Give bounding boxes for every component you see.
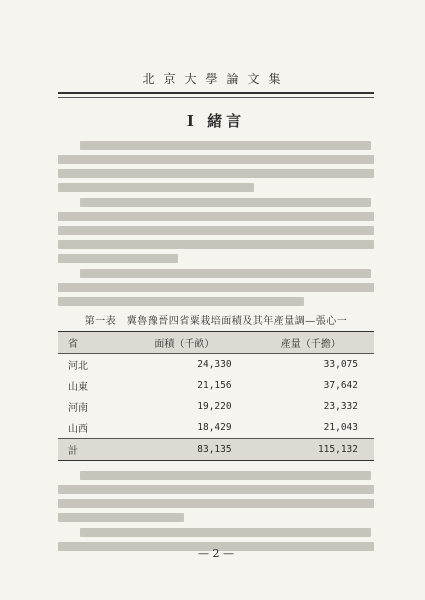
cell-total-area: 83,135 [121, 439, 247, 461]
table-row [58, 396, 374, 417]
cell-area: 18,429 [197, 422, 232, 433]
cell-output: 23,332 [323, 401, 358, 412]
cell-output: 37,642 [323, 380, 358, 391]
table-row [58, 354, 374, 376]
table-row [58, 375, 374, 396]
series-header: 北京大學論文集 [142, 72, 290, 86]
table-header-row [58, 332, 374, 354]
col-header-output: 產量（千擔） [248, 332, 374, 354]
cell-province: 山東 [68, 382, 88, 393]
col-header-area: 面積（千畝） [121, 332, 247, 354]
body-text-placeholder-3 [58, 269, 374, 306]
cell-province: 河北 [68, 361, 88, 372]
cell-total-output: 115,132 [248, 439, 374, 461]
table-caption: 第一表 冀魯豫晉四省粟栽培面積及其年產量調—張心一 [84, 316, 348, 327]
cell-province: 山西 [68, 424, 88, 435]
page [58, 70, 374, 560]
header-rule-thick [58, 92, 374, 94]
data-table [58, 331, 374, 461]
cell-output: 33,075 [323, 359, 358, 370]
cell-area: 21,156 [197, 380, 232, 391]
chapter-title: I 緒言 [186, 112, 246, 130]
page-number: — 2 — [198, 547, 234, 560]
body-text-placeholder-2 [58, 198, 374, 263]
cell-output: 21,043 [323, 422, 358, 433]
table-total-row [58, 439, 374, 461]
cell-area: 24,330 [197, 359, 232, 370]
cell-total-label: 計 [58, 439, 121, 461]
table-row [58, 417, 374, 439]
col-header-province: 省 [58, 332, 121, 354]
body-text-placeholder-4 [58, 471, 374, 522]
body-text-placeholder-1 [58, 141, 374, 192]
header-rule-thin [58, 97, 374, 98]
cell-province: 河南 [68, 403, 88, 414]
cell-area: 19,220 [197, 401, 232, 412]
